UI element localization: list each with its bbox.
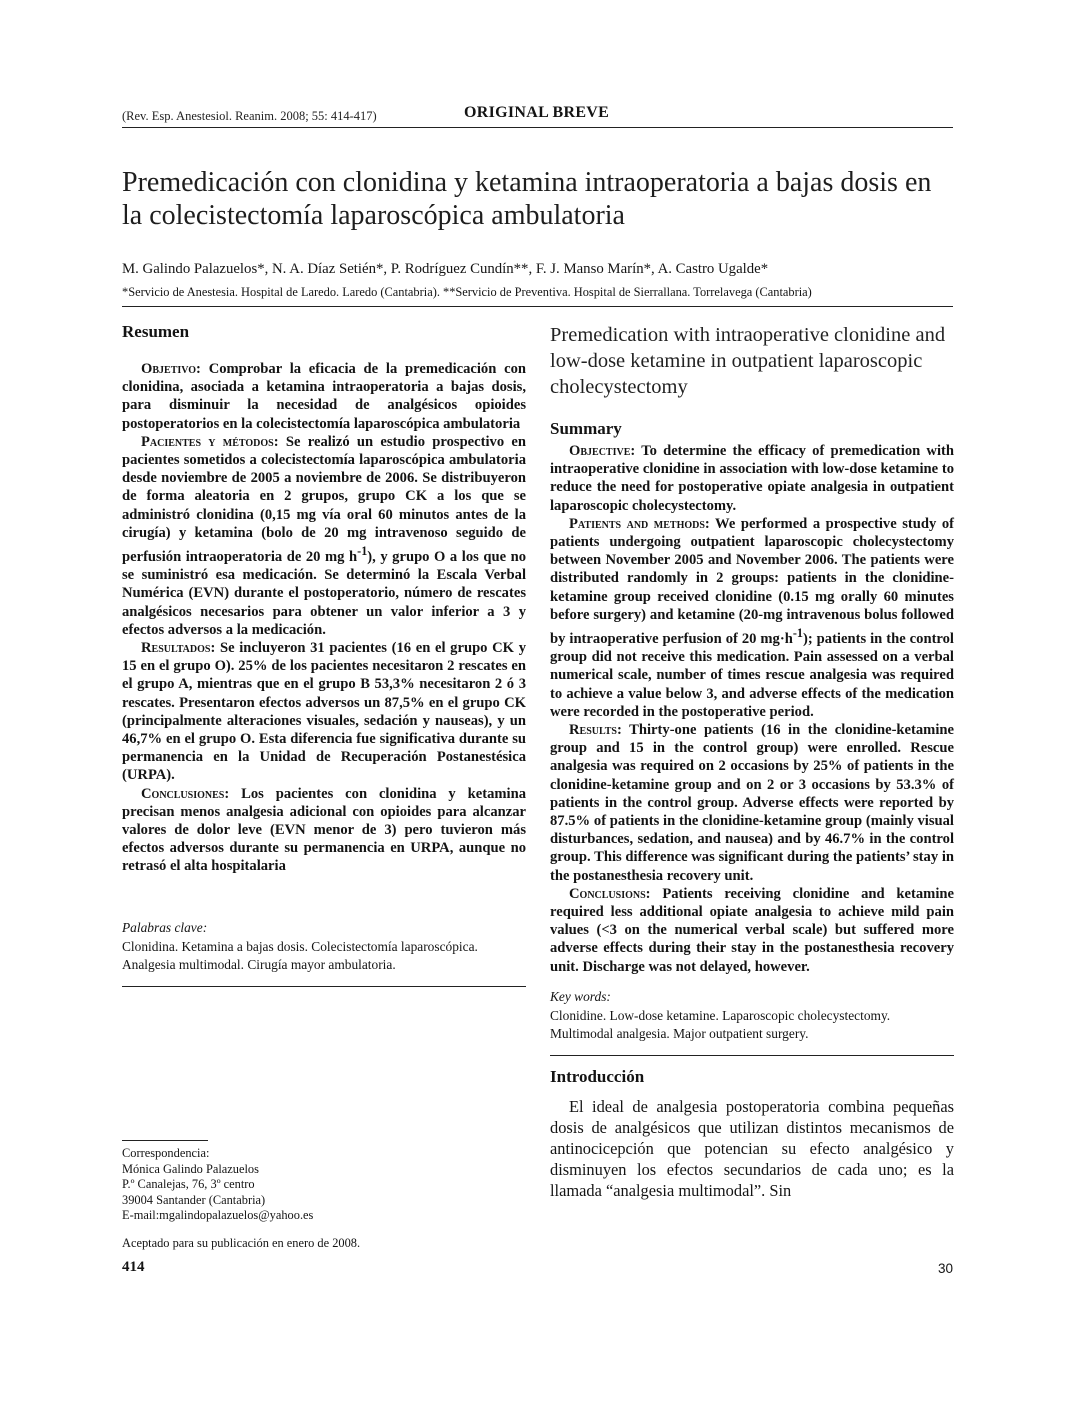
title-divider	[122, 306, 953, 307]
methods-superscript: -1	[792, 626, 803, 641]
correspondence-block	[122, 1140, 526, 1251]
conclusiones-paragraph	[122, 785, 526, 876]
resumen-heading: Resumen	[122, 322, 190, 341]
introduccion-heading: Introducción	[550, 1066, 645, 1086]
conclusions-paragraph	[550, 885, 954, 976]
objective-paragraph	[550, 442, 954, 515]
header-divider	[122, 127, 953, 128]
right-column	[550, 322, 954, 1201]
footnote-divider	[122, 1140, 208, 1141]
results-label: Results:	[569, 721, 622, 738]
correspondence-email: E-mail:mgalindopalazuelos@yahoo.es	[122, 1208, 314, 1222]
page-number: 414	[122, 1259, 145, 1275]
summary-heading: Summary	[550, 419, 622, 438]
left-keywords-divider	[122, 986, 526, 987]
correspondence-address-line2: 39004 Santander (Cantabria)	[122, 1192, 266, 1207]
metodos-superscript: -1	[357, 544, 368, 559]
correspondence-label: Correspondencia:	[122, 1146, 210, 1160]
methods-text-end: ); patients in the control group did not receive this medication. Pain assessed on a verbal numerical scale, number of times rescue analgesia was required to achieve a value below 3, and adverse effects of the medication were recorded in the postoperative period.	[550, 630, 954, 720]
methods-text: We performed a prospective study of patients undergoing outpatient laparoscopic cholecystectomy between November 2005 and November 2006. The patients were distributed randomly in 2 groups: patients in the clonidine-ketamine group received clonidine (0.15 mg orally 60 minutes before surgery) and ketamine (20-mg intravenous bolus followed by intraoperative perfusion of 20 mg·h	[550, 515, 954, 647]
objetivo-label: Objetivo:	[141, 361, 201, 377]
correspondence-address-line1: P.º Canalejas, 76, 3º centro	[122, 1177, 255, 1191]
correspondence-name: Mónica Galindo Palazuelos	[122, 1161, 259, 1176]
objetivo-paragraph	[122, 360, 526, 433]
resultados-text: Se incluyeron 31 pacientes (16 en el grupo CK y 15 en el grupo O). 25% de los pacientes necesitaron 2 rescates en el grupo A, mientras que en el grupo B 53,3% necesitaron 2 ó 3 rescates. Presentaron efectos adversos un 87,5% en el grupo CK (principalmente alteraciones visuales, sedación y nauseas), y un 46,7% en el grupo O. Esta diferencia fue significativa durante su permanencia en la Unidad de Recuperación Postanestésica (URPA).	[122, 639, 526, 784]
running-header	[122, 104, 953, 128]
resultados-paragraph	[122, 639, 526, 785]
metodos-label: Pacientes y métodos:	[141, 433, 279, 450]
acceptance-note: Aceptado para su publicación en enero de 2008.	[122, 1235, 361, 1250]
palabras-clave-text: Clonidina. Ketamina a bajas dosis. Colecistectomía laparoscópica. Analgesia multimodal. Cirugía mayor ambulatoria.	[122, 938, 478, 972]
objetivo-text: Comprobar la eficacia de la premedicación con clonidina, asociada a ketamina intraoperatoria a bajas dosis, para disminuir la necesidad de analgésicos opioides postoperatorios en la colecistectomía laparoscópica ambulatoria	[122, 361, 526, 432]
results-text: Thirty-one patients (16 in the clonidine-ketamine group and 15 in the control group) were enrolled. Rescue analgesia was required on 2 occasions by 25% of patients in the clonidine-ketamine group and on 2 or 3 occasions by 53.3% of patients in the control group. Adverse effects were reported by 87.5% of patients in the clonidine-ketamine group (mainly visual disturbances, sedation, and nausea) and by 46.7% in the control group. This difference was significant during the patients’ stay in the postanesthesia recovery unit.	[550, 721, 954, 884]
results-paragraph	[550, 721, 954, 885]
author-list: M. Galindo Palazuelos*, N. A. Díaz Setién*, P. Rodríguez Cundín**, F. J. Manso Marín*, A. Castro Ugalde*	[122, 261, 769, 277]
section-type-label: ORIGINAL BREVE	[464, 104, 610, 121]
resultados-label: Resultados:	[141, 639, 216, 656]
journal-citation: (Rev. Esp. Anestesiol. Reanim. 2008; 55: 414-417)	[122, 109, 377, 123]
conclusions-label: Conclusions:	[569, 885, 651, 902]
key-words-block	[550, 989, 954, 1043]
key-words-label: Key words:	[550, 988, 611, 1004]
conclusiones-text: Los pacientes con clonidina y ketamina precisan menos analgesia adicional con opioides para alcanzar valores de dolor leve (EVN menor de 3) pero tuvieron más efectos adversos durante su permanencia en URPA, aunque no retrasó el alta hospitalaria	[122, 785, 527, 875]
left-column	[122, 322, 526, 987]
conclusiones-label: Conclusiones:	[141, 785, 230, 802]
palabras-clave-block	[122, 920, 526, 974]
author-affiliations: *Servicio de Anestesia. Hospital de Laredo. Laredo (Cantabria). **Servicio de Preventiva. Hospital de Sierrallana. Torrelavega (Cantabria)	[122, 285, 812, 299]
conclusions-text: Patients receiving clonidine and ketamine required less additional opiate analgesia to achieve mild pain values (<3 on the numerical verbal scale) but suffered more adverse effects during their stay in the postanesthesia recovery unit. Discharge was not delayed, however.	[550, 885, 954, 975]
metodos-text: Se realizó un estudio prospectivo en pacientes sometidos a colecistectomía laparoscópica ambulatoria desde noviembre de 2005 a noviembre de 2006. Se distribuyeron de forma aleatoria en 2 grupos, grupo CK a los que se administró clonidina (0,15 mg vía oral 60 minutos antes de la cirugía) y ketamina (bolo de 20 mg intravenoso seguido de perfusión intraoperatoria de 20 mg h	[122, 433, 527, 565]
metodos-paragraph	[122, 433, 526, 639]
article-title: Premedicación con clonidina y ketamina intraoperatoria a bajas dosis en la colecistectomía laparoscópica ambulatoria	[122, 167, 932, 231]
introduccion-text: El ideal de analgesia postoperatoria combina pequeñas dosis de analgésicos que utilizan distintos mecanismos de antinocicepción que potencian su efecto analgésico y disminuyen los efectos secundarios de cada uno; es la llamada “analgesia multimodal”. Sin	[550, 1096, 954, 1200]
methods-label: Patients and methods:	[569, 515, 710, 532]
methods-paragraph	[550, 515, 954, 721]
sequence-number: 30	[938, 1261, 954, 1276]
key-words-text: Clonidine. Low-dose ketamine. Laparoscopic cholecystectomy. Multimodal analgesia. Major outpatient surgery.	[550, 1007, 891, 1041]
metodos-text-end: ), y grupo O a los que no se suministró esa medicación. Se determinó la Escala Verbal Numérica (EVN) durante el postoperatorio, número de rescates analgésicos necesarios para obtener un valor inferior a 3 y efectos adversos a la medicación.	[122, 548, 527, 638]
objective-label: Objective:	[569, 443, 636, 459]
palabras-clave-label: Palabras clave:	[122, 919, 208, 935]
english-title: Premedication with intraoperative clonidine and low-dose ketamine in outpatient laparoscopic cholecystectomy	[550, 324, 946, 398]
right-keywords-divider	[550, 1055, 954, 1056]
objective-text: To determine the efficacy of premedication with intraoperative clonidine in association with low-dose ketamine to reduce the need for postoperative opiate analgesia in outpatient laparoscopic cholecystectomy.	[550, 443, 954, 514]
